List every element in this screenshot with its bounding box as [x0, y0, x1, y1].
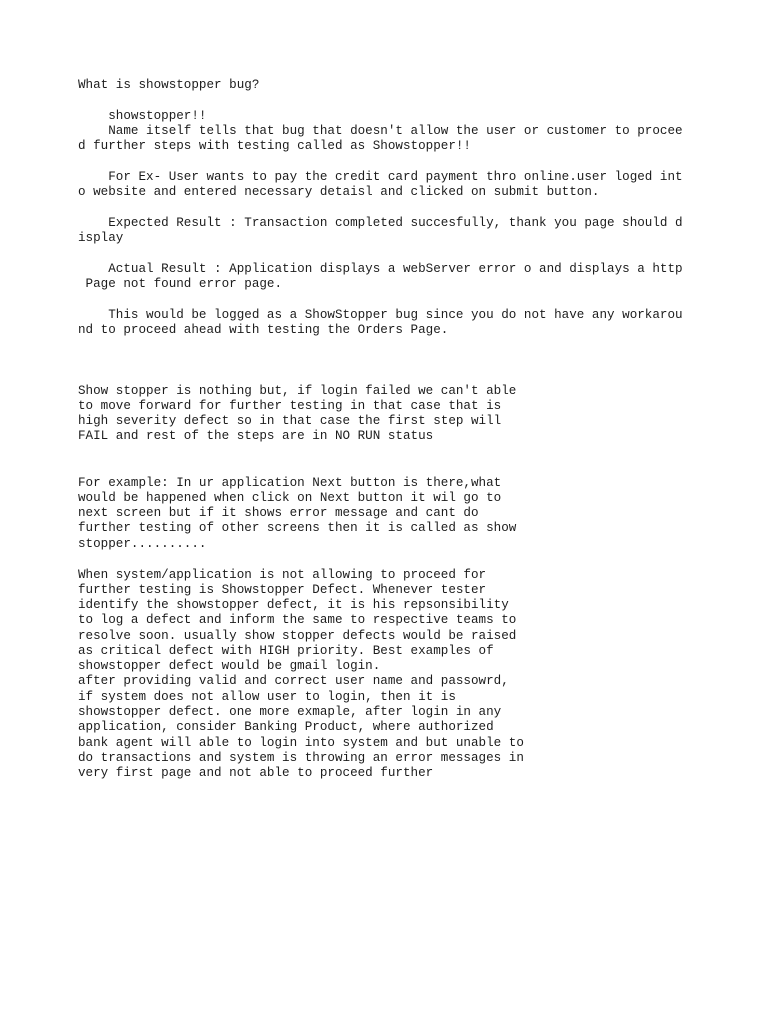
- text-line: showstopper defect. one more exmaple, after login in any: [78, 705, 502, 719]
- text-line: further testing of other screens then it is called as show: [78, 521, 517, 535]
- text-line: after providing valid and correct user name and passowrd,: [78, 674, 509, 688]
- text-line: nd to proceed ahead with testing the Orders Page.: [78, 323, 449, 337]
- text-line: o website and entered necessary detaisl and clicked on submit button.: [78, 185, 600, 199]
- text-line: very first page and not able to proceed further: [78, 766, 434, 780]
- text-line: For example: In ur application Next button is there,what: [78, 476, 502, 490]
- text-line: would be happened when click on Next button it wil go to: [78, 491, 502, 505]
- text-line: When system/application is not allowing to proceed for: [78, 568, 487, 582]
- text-line: Actual Result : Application displays a webServer error o and displays a http: [78, 262, 683, 276]
- text-line: next screen but if it shows error message and cant do: [78, 506, 479, 520]
- text-line: do transactions and system is throwing an error messages in: [78, 751, 524, 765]
- document-title: What is showstopper bug?: [78, 78, 260, 92]
- text-line: high severity defect so in that case the first step will: [78, 414, 502, 428]
- text-line: bank agent will able to login into system and but unable to: [78, 736, 524, 750]
- text-line: showstopper!!: [78, 109, 207, 123]
- text-line: to log a defect and inform the same to respective teams to: [78, 613, 517, 627]
- text-line: resolve soon. usually show stopper defects would be raised: [78, 629, 517, 643]
- text-line: showstopper defect would be gmail login.: [78, 659, 381, 673]
- text-line: further testing is Showstopper Defect. Whenever tester: [78, 583, 487, 597]
- text-line: identify the showstopper defect, it is his repsonsibility: [78, 598, 509, 612]
- text-line: FAIL and rest of the steps are in NO RUN status: [78, 429, 434, 443]
- text-line: This would be logged as a ShowStopper bug since you do not have any workarou: [78, 308, 683, 322]
- text-line: application, consider Banking Product, where authorized: [78, 720, 494, 734]
- text-line: stopper..........: [78, 537, 207, 551]
- text-line: isplay: [78, 231, 124, 245]
- text-line: Name itself tells that bug that doesn't allow the user or customer to procee: [78, 124, 683, 138]
- text-line: Expected Result : Transaction completed succesfully, thank you page should d: [78, 216, 683, 230]
- text-line: Page not found error page.: [78, 277, 283, 291]
- text-line: For Ex- User wants to pay the credit card payment thro online.user loged int: [78, 170, 683, 184]
- text-line: to move forward for further testing in that case that is: [78, 399, 502, 413]
- text-line: as critical defect with HIGH priority. Best examples of: [78, 644, 494, 658]
- text-line: Show stopper is nothing but, if login failed we can't able: [78, 384, 517, 398]
- text-line: d further steps with testing called as Showstopper!!: [78, 139, 471, 153]
- text-line: if system does not allow user to login, then it is: [78, 690, 456, 704]
